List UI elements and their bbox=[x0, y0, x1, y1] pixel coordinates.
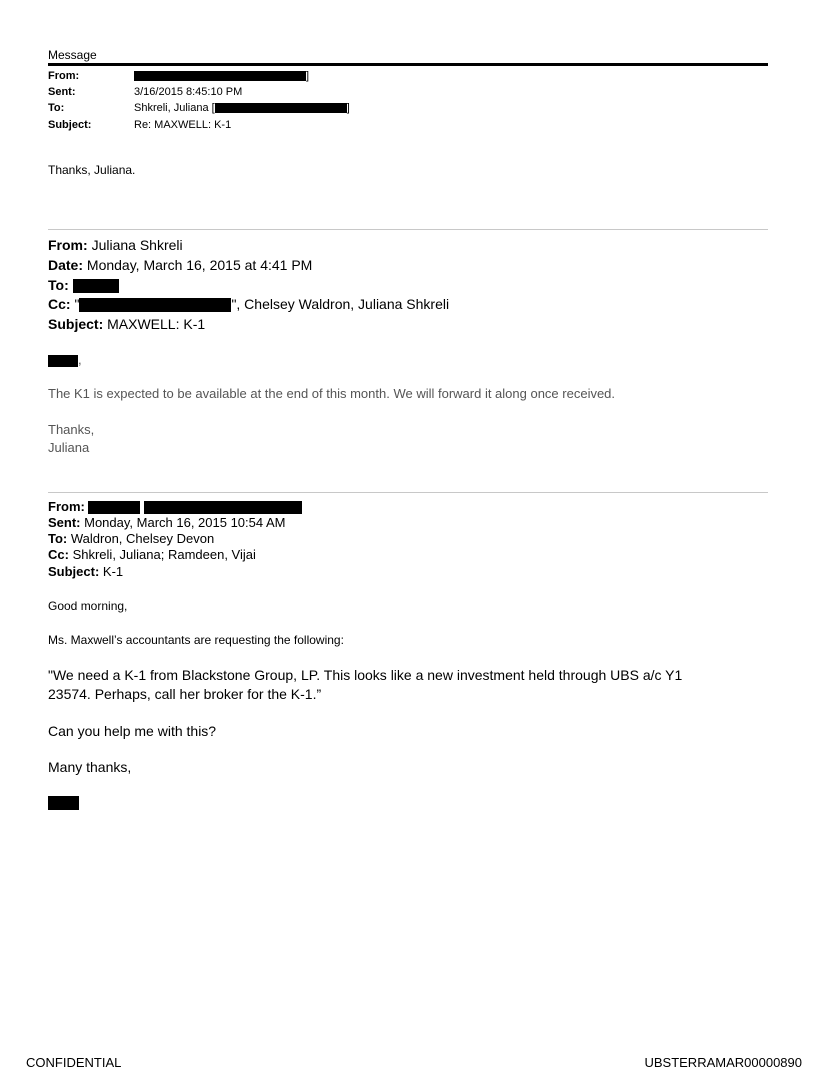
quoted1-date-value: Monday, March 16, 2015 at 4:41 PM bbox=[86, 257, 313, 273]
to-value: Shkreli, Juliana [ bbox=[134, 102, 215, 114]
quoted1-date-row bbox=[48, 255, 312, 275]
quoted2-subject-row bbox=[48, 564, 123, 580]
quoted2-quote-line2: 23574. Perhaps, call her broker for the K-1.” bbox=[48, 686, 322, 702]
redaction-block bbox=[88, 501, 140, 514]
redaction-block bbox=[144, 501, 302, 514]
quoted1-from-key: From: bbox=[48, 237, 88, 253]
redaction-block bbox=[48, 796, 79, 810]
subject-key: Subject: bbox=[48, 119, 92, 131]
quoted2-quote-line1: "We need a K-1 from Blackstone Group, LP. This looks like a new investment held through UBS a/c Y1 bbox=[48, 667, 683, 683]
quoted1-to-key: To: bbox=[48, 277, 69, 293]
quoted1-greeting-suffix: , bbox=[78, 352, 82, 367]
quoted2-greeting: Good morning, bbox=[48, 599, 128, 613]
quoted2-question: Can you help me with this? bbox=[48, 723, 217, 739]
separator-rule bbox=[48, 492, 768, 493]
quoted1-name: Juliana bbox=[48, 440, 90, 455]
footer-bates-number: UBSTERRAMAR00000890 bbox=[644, 1055, 802, 1070]
quoted2-to-value: Waldron, Chelsey Devon bbox=[70, 531, 215, 546]
quoted1-date-key: Date: bbox=[48, 257, 84, 273]
redaction-block bbox=[79, 298, 231, 312]
quoted1-subject-value: MAXWELL: K-1 bbox=[107, 316, 206, 332]
quoted2-cc-row bbox=[48, 547, 256, 563]
sent-value: 3/16/2015 8:45:10 PM bbox=[134, 86, 243, 98]
quoted1-from-value: Juliana Shkreli bbox=[91, 237, 183, 253]
redaction-block bbox=[73, 279, 119, 293]
separator-rule bbox=[48, 229, 768, 230]
header-rule bbox=[48, 63, 768, 66]
header-sent-row bbox=[48, 84, 242, 100]
message-label: Message bbox=[48, 48, 97, 62]
redaction-block bbox=[134, 71, 306, 81]
quoted2-from-row bbox=[48, 499, 302, 515]
redaction-block bbox=[48, 355, 78, 367]
quoted2-subject-key: Subject: bbox=[48, 564, 100, 579]
reply-body: Thanks, Juliana. bbox=[48, 163, 136, 177]
quoted1-subject-row bbox=[48, 314, 205, 334]
quoted2-sent-row bbox=[48, 515, 286, 531]
quoted2-sent-value: Monday, March 16, 2015 10:54 AM bbox=[84, 515, 286, 530]
quoted1-to-row bbox=[48, 275, 119, 295]
quoted1-body: The K1 is expected to be available at the end of this month. We will forward it along once received. bbox=[48, 386, 616, 401]
header-to-row bbox=[48, 100, 350, 116]
header-subject-row bbox=[48, 117, 231, 133]
quoted1-cc-key: Cc: bbox=[48, 296, 71, 312]
to-key: To: bbox=[48, 102, 65, 114]
from-key: From: bbox=[48, 70, 80, 82]
quoted1-greeting bbox=[48, 352, 82, 367]
quoted2-from-key: From: bbox=[48, 499, 85, 514]
quoted1-cc-open: " bbox=[74, 296, 80, 312]
quoted2-line1: Ms. Maxwell’s accountants are requesting the following: bbox=[48, 633, 344, 647]
quoted1-signoff: Thanks, bbox=[48, 422, 95, 437]
quoted2-cc-value: Shkreli, Juliana; Ramdeen, Vijai bbox=[72, 547, 256, 562]
quoted1-cc-rest: ", Chelsey Waldron, Juliana Shkreli bbox=[231, 296, 450, 312]
from-bracket: ] bbox=[306, 70, 310, 82]
quoted2-signoff: Many thanks, bbox=[48, 759, 132, 775]
quoted2-cc-key: Cc: bbox=[48, 547, 69, 562]
quoted2-subject-value: K-1 bbox=[102, 564, 124, 579]
quoted1-subject-key: Subject: bbox=[48, 316, 104, 332]
subject-value: Re: MAXWELL: K-1 bbox=[134, 119, 232, 131]
footer-confidential: CONFIDENTIAL bbox=[26, 1055, 122, 1070]
quoted1-cc-row bbox=[48, 294, 449, 314]
redaction-block bbox=[215, 103, 347, 113]
to-bracket: ] bbox=[346, 102, 350, 114]
sent-key: Sent: bbox=[48, 86, 76, 98]
quoted2-sent-key: Sent: bbox=[48, 515, 81, 530]
header-from-row bbox=[48, 68, 309, 84]
quoted2-to-row bbox=[48, 531, 214, 547]
quoted2-to-key: To: bbox=[48, 531, 68, 546]
quoted1-from-row bbox=[48, 235, 183, 255]
